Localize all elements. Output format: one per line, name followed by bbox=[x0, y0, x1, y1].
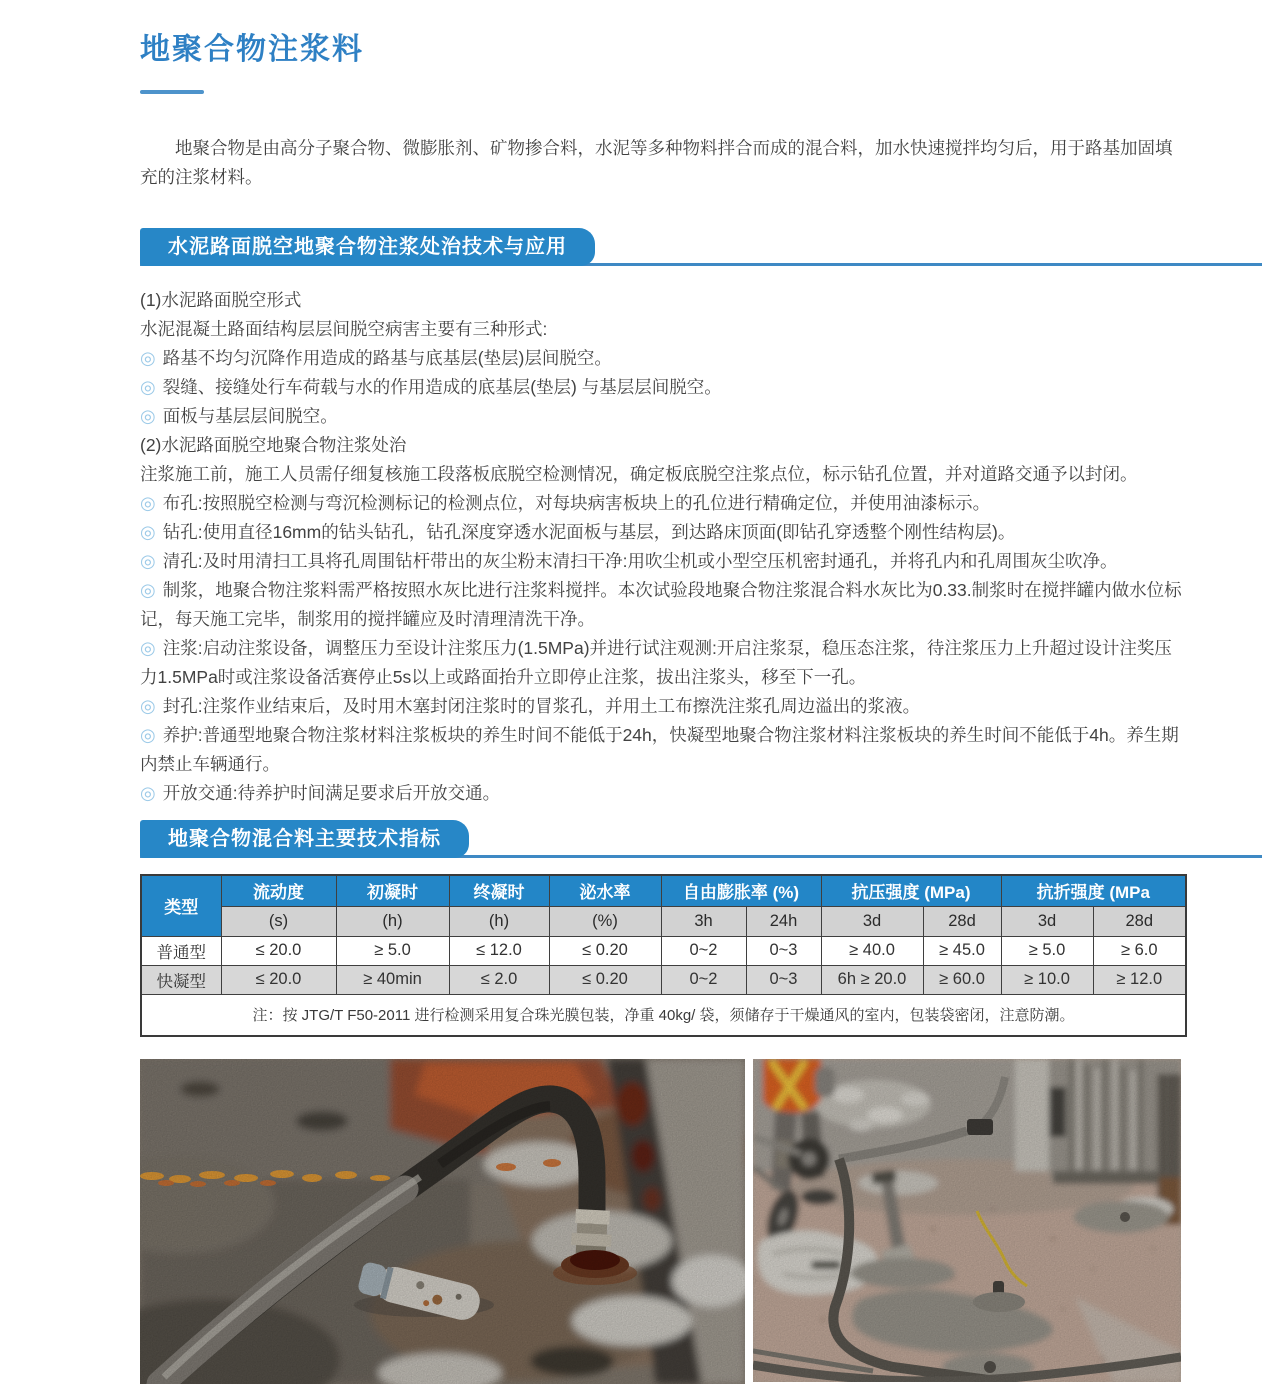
text-line: (2)水泥路面脱空地聚合物注浆处治 bbox=[140, 435, 407, 455]
spec-table-cell: ≤ 20.0 bbox=[221, 965, 336, 994]
bullet-item: ◎ 路基不均匀沉降作用造成的路基与底基层(垫层)层间脱空。 bbox=[140, 348, 612, 368]
section2-header bbox=[140, 820, 1262, 858]
bullet-item: ◎ 注浆:启动注浆设备，调整压力至设计注浆压力(1.5MPa)并进行试注观测:开启注浆泵，稳压态注浆，待注浆压力上升超过设计注奖压力1.5MPa时或注浆设备活赛停止5s以上或路面抬升立即停止注浆，拔出注浆头，移至下一孔。 bbox=[140, 638, 1172, 687]
spec-table-unit-cell: 24h bbox=[746, 906, 821, 936]
spec-table-cell: ≥ 12.0 bbox=[1093, 965, 1186, 994]
section1-header-pill: 水泥路面脱空地聚合物注浆处治技术与应用 bbox=[140, 228, 595, 266]
bullet-item: ◎ 面板与基层层间脱空。 bbox=[140, 406, 338, 426]
bullet-item: ◎ 养护:普通型地聚合物注浆材料注浆板块的养生时间不能低于24h，快凝型地聚合物注浆材料注浆板块的养生时间不能低于4h。养生期内禁止车辆通行。 bbox=[140, 725, 1179, 774]
spec-table-header-cell: 抗压强度 (MPa) bbox=[821, 875, 1001, 906]
text-line: 水泥混凝土路面结构层层间脱空病害主要有三种形式: bbox=[140, 319, 548, 339]
bullet-item: ◎ 钻孔:使用直径16mm的钻头钻孔，钻孔深度穿透水泥面板与基层，到达路床顶面(即钻孔穿透整个刚性结构层)。 bbox=[140, 522, 1016, 542]
spec-table-cell: ≥ 10.0 bbox=[1001, 965, 1093, 994]
spec-table-header-cell: 自由膨胀率 (%) bbox=[661, 875, 821, 906]
spec-table-note: 注：按 JTG/T F50-2011 进行检测采用复合珠光膜包装，净重 40kg/ 袋，须储存于干燥通风的室内，包装袋密闭，注意防潮。 bbox=[141, 994, 1186, 1036]
photo-row bbox=[140, 1059, 1280, 1384]
title-underline bbox=[140, 90, 204, 94]
bullet-ring-icon: ◎ bbox=[140, 493, 156, 513]
intro-paragraph: 地聚合物是由高分子聚合物、微膨胀剂、矿物掺合料，水泥等多种物料拌合而成的混合料，加水快速搅拌均匀后，用于路基加固填充的注浆材料。 bbox=[140, 138, 1173, 187]
spec-table-cell: ≥ 5.0 bbox=[336, 936, 449, 965]
photo-grouting-hole bbox=[140, 1059, 745, 1384]
spec-table-cell: ≤ 2.0 bbox=[449, 965, 549, 994]
table-row bbox=[141, 965, 1186, 994]
spec-table-cell: 6h ≥ 20.0 bbox=[821, 965, 923, 994]
spec-table-cell: ≥ 40.0 bbox=[821, 936, 923, 965]
spec-table-cell: ≥ 5.0 bbox=[1001, 936, 1093, 965]
spec-table-unit-cell: (h) bbox=[336, 906, 449, 936]
spec-table-unit-cell: 3d bbox=[1001, 906, 1093, 936]
spec-table-cell: 0~2 bbox=[661, 936, 746, 965]
bullet-ring-icon: ◎ bbox=[140, 406, 156, 426]
section1-body bbox=[140, 286, 1188, 808]
spec-table-header-cell: 流动度 bbox=[221, 875, 336, 906]
bullet-ring-icon: ◎ bbox=[140, 783, 156, 803]
spec-table-header-cell: 终凝时 bbox=[449, 875, 549, 906]
spec-table-cell: ≥ 40min bbox=[336, 965, 449, 994]
spec-table-cell: 0~3 bbox=[746, 936, 821, 965]
spec-table-row-label: 快凝型 bbox=[141, 965, 221, 994]
bullet-item: ◎ 清孔:及时用清扫工具将孔周围钻杆带出的灰尘粉末清扫干净:用吹尘机或小型空压机密封通孔，并将孔内和孔周围灰尘吹净。 bbox=[140, 551, 1118, 571]
page-title: 地聚合物注浆料 bbox=[140, 33, 364, 66]
spec-table-cell: ≥ 45.0 bbox=[923, 936, 1001, 965]
bullet-ring-icon: ◎ bbox=[140, 580, 156, 600]
spec-table-header-cell: 泌水率 bbox=[549, 875, 661, 906]
spec-table-unit-cell: (h) bbox=[449, 906, 549, 936]
bullet-ring-icon: ◎ bbox=[140, 348, 156, 368]
spec-table-unit-cell: (s) bbox=[221, 906, 336, 936]
spec-table bbox=[140, 874, 1187, 1037]
bullet-ring-icon: ◎ bbox=[140, 725, 156, 745]
spec-table-cell: ≤ 0.20 bbox=[549, 936, 661, 965]
spec-table-cell: ≤ 12.0 bbox=[449, 936, 549, 965]
text-line: 注浆施工前，施工人员需仔细复核施工段落板底脱空检测情况，确定板底脱空注浆点位，标示钻孔位置，并对道路交通予以封闭。 bbox=[140, 464, 1138, 484]
bullet-ring-icon: ◎ bbox=[140, 638, 156, 658]
bullet-ring-icon: ◎ bbox=[140, 522, 156, 542]
spec-table-unit-cell: (%) bbox=[549, 906, 661, 936]
bullet-item: ◎ 制浆，地聚合物注浆料需严格按照水灰比进行注浆料搅拌。本次试验段地聚合物注浆混合料水灰比为0.33.制浆时在搅拌罐内做水位标记，每天施工完毕，制浆用的搅拌罐应及时清理清洗干净。 bbox=[140, 580, 1182, 629]
bullet-item: ◎ 封孔:注浆作业结束后，及时用木塞封闭注浆时的冒浆孔，并用土工布擦洗注浆孔周边溢出的浆液。 bbox=[140, 696, 921, 716]
spec-table-unit-cell: 28d bbox=[923, 906, 1001, 936]
bullet-item: ◎ 裂缝、接缝处行车荷载与水的作用造成的底基层(垫层) 与基层层间脱空。 bbox=[140, 377, 722, 397]
bullet-ring-icon: ◎ bbox=[140, 551, 156, 571]
spec-table-cell: ≤ 20.0 bbox=[221, 936, 336, 965]
text-line: (1)水泥路面脱空形式 bbox=[140, 290, 302, 310]
section1-header bbox=[140, 228, 1262, 266]
table-row bbox=[141, 936, 1186, 965]
spec-table-cell: 0~3 bbox=[746, 965, 821, 994]
spec-table-header-cell: 初凝时 bbox=[336, 875, 449, 906]
spec-table-unit-cell: 28d bbox=[1093, 906, 1186, 936]
bullet-item: ◎ 布孔:按照脱空检测与弯沉检测标记的检测点位，对每块病害板块上的孔位进行精确定位，并使用油漆标示。 bbox=[140, 493, 991, 513]
spec-table-unit-cell: 3d bbox=[821, 906, 923, 936]
photo-grouting-site bbox=[753, 1059, 1181, 1382]
spec-table-cell: ≤ 0.20 bbox=[549, 965, 661, 994]
spec-table-cell: ≥ 60.0 bbox=[923, 965, 1001, 994]
spec-table-unit-cell: 3h bbox=[661, 906, 746, 936]
bullet-ring-icon: ◎ bbox=[140, 377, 156, 397]
spec-table-row-label: 普通型 bbox=[141, 936, 221, 965]
spec-table-cell: 0~2 bbox=[661, 965, 746, 994]
spec-table-header-cell: 抗折强度 (MPa bbox=[1001, 875, 1186, 906]
spec-table-header-cell: 类型 bbox=[141, 875, 221, 936]
section2-header-pill: 地聚合物混合料主要技术指标 bbox=[140, 820, 469, 858]
bullet-item: ◎ 开放交通:待养护时间满足要求后开放交通。 bbox=[140, 783, 501, 803]
spec-table-cell: ≥ 6.0 bbox=[1093, 936, 1186, 965]
bullet-ring-icon: ◎ bbox=[140, 696, 156, 716]
